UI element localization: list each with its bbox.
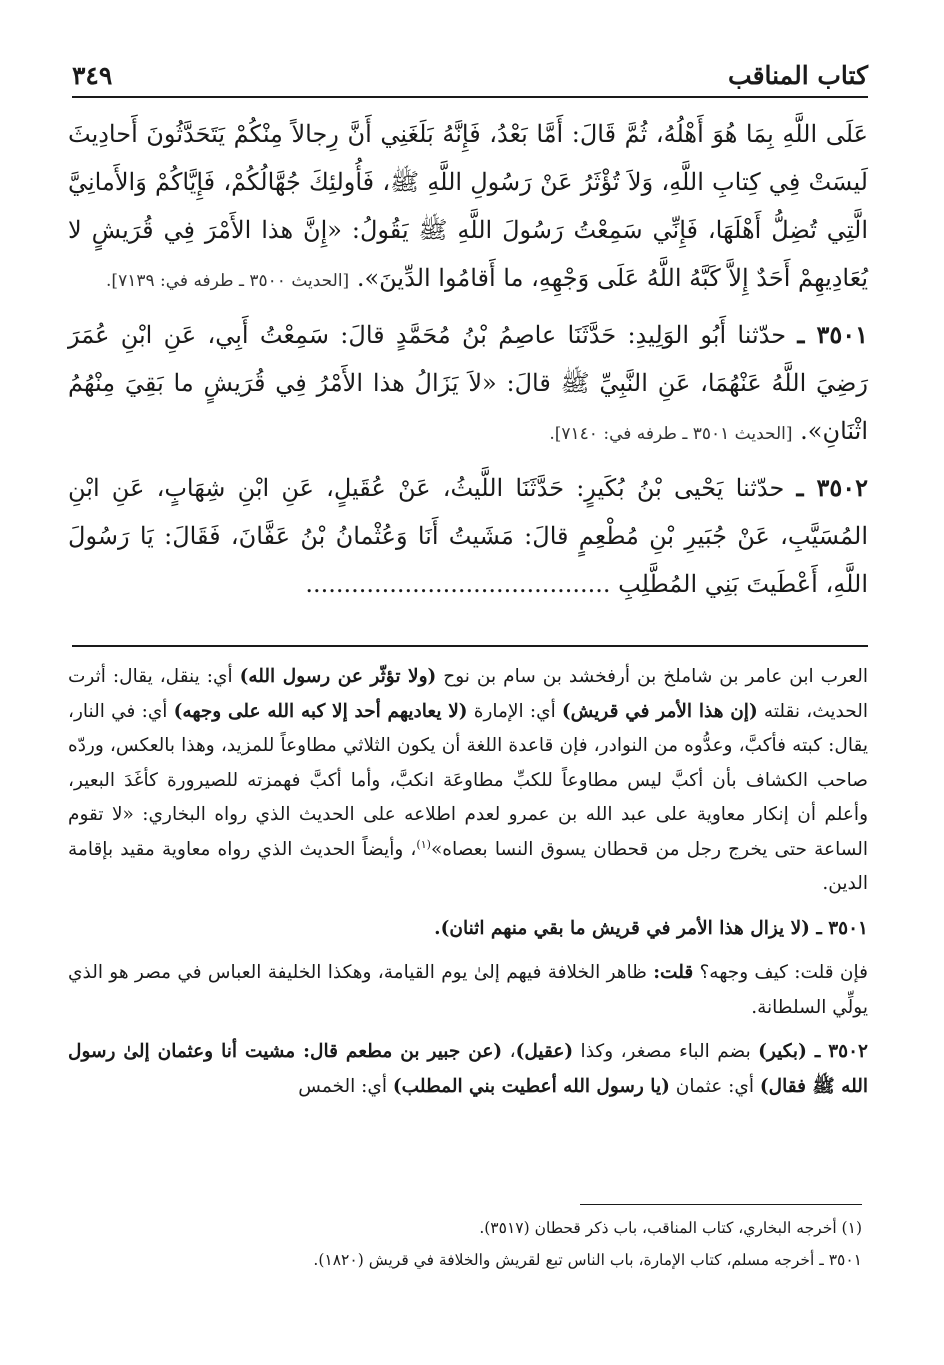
hadith-3500-ref: [الحديث ٣٥٠٠ ـ طرفه في: ٧١٣٩].: [106, 271, 350, 291]
hadith-3501-ref: [الحديث ٣٥٠١ ـ طرفه في: ٧١٤٠].: [549, 424, 793, 444]
footnote-3501: ٣٥٠١ ـ أخرجه مسلم، كتاب الإمارة، باب الناس تبع لقريش والخلافة في قريش (١٨٢٠).: [313, 1251, 862, 1269]
hadith-3501-number: ٣٥٠١ ـ: [797, 320, 868, 349]
hadith-3501: [68, 311, 868, 458]
commentary-quote: قلت:: [653, 962, 694, 983]
commentary-text: بضم الباء مصغر، وكذا: [573, 1041, 759, 1062]
commentary-quote: (لا يزال هذا الأمر في قريش ما بقي منهم اثنان).: [434, 917, 810, 939]
footnote-marker: (١): [416, 837, 431, 851]
commentary-quote: (بكير): [758, 1041, 807, 1062]
commentary-para-3502: [68, 1035, 868, 1104]
commentary-text: ، وأيضاً الحديث الذي رواه معاوية مقيد بإقامة الدين.: [68, 838, 868, 894]
commentary-para-1: [68, 660, 868, 902]
commentary-text: ،: [502, 1041, 516, 1062]
commentary-text: ظاهر الخلافة فيهم إلىٰ يوم القيامة، وهكذا الخليفة العباس في مصر هو الذي يولِّي السلطانة.: [68, 962, 868, 1018]
commentary-text: أي: في النار، يقال: كبته فأكبَّ، وعدُّوه من النوادر، فإن قاعدة اللغة أن يكون الثلاثي مطاوعاً للمزيد، وهذا بالعكس، وردّه صاحب الكشاف بأن أكبَّ ليس مطاوعاً للكبِّ مطاوعَة انكبَّ، وأما أكبَّ فهمزته للصيرورة كأغَدَ البعير، وأعلم أن إنكار معاوية على عبد الله بن عمرو لعدم اطلاعه على الحديث الذي رواه البخاري: «لا تقوم الساعة حتى يخرج رجل من قحطان يسوق النسا بعصاه»: [68, 700, 869, 860]
hadith-3502-body: حدّثنا يَحْيى بْنُ بُكَيرٍ: حَدَّثَنَا اللَّيثُ، عَنْ عُقَيلٍ، عَنِ ابْنِ شِهَابٍ، عَنِ ابْنِ المُسَيَّبِ، عَنْ جُبَيرِ بْنِ مُطْعِمٍ قالَ: مَشَيتُ أَنَا وَعُثْمانُ بْنُ عَفَّانَ، فَقَالَ: يَا رَسُولَ اللَّهِ، أَعْطَيتَ بَنِي المُطَّلِبِ ........................................: [68, 474, 868, 598]
footnotes: [72, 1212, 862, 1276]
hadith-3502-number: ٣٥٠٢ ـ: [796, 473, 869, 502]
commentary: [68, 660, 868, 1104]
hadith-3500-continuation: [68, 110, 868, 305]
commentary-quote: (إن هذا الأمر في قريش): [561, 700, 758, 722]
commentary-text: أي: ينقل، يقال: أثرت الحديث، نقلته: [68, 666, 868, 722]
commentary-text: أي: عثمان: [669, 1075, 760, 1097]
hadith-3501-body: حدّثنا أَبُو الوَلِيدِ: حَدَّثَنَا عاصِمُ بْنُ مُحَمَّدٍ قالَ: سَمِعْتُ أَبِي، عَنِ ابْنِ عُمَرَ رَضِيَ اللَّهُ عَنْهُمَا، عَنِ النَّبِيِّ ﷺ قالَ: «لاَ يَزَالُ هذا الأَمْرُ فِي قُرَيشٍ ما بَقِيَ مِنْهُمُ اثْنَانِ».: [68, 321, 869, 445]
hadith-3502: [68, 464, 868, 608]
page-header: [72, 56, 868, 98]
commentary-text: فإن قلت: كيف وجهه؟: [693, 962, 869, 983]
commentary-quote: (يا رسول الله أعطيت بني المطلب): [392, 1075, 670, 1097]
footnote-divider: [580, 1204, 862, 1205]
hadith-3500-body: عَلَى اللَّهِ بِمَا هُوَ أَهْلُهُ، ثُمَّ قَالَ: أَمَّا بَعْدُ، فَإِنَّهُ بَلَغَنِي أَنَّ رِجالاً مِنْكُمْ يَتَحَدَّثُونَ أَحادِيثَ لَيسَتْ فِي كِتابِ اللَّهِ، وَلاَ تُؤْثَرُ عَنْ رَسُولِ اللَّهِ ﷺ، فَأُولئِكَ جُهَّالُكُمْ، فَإِيَّاكُمْ وَالأَمانِيَّ الَّتِي تُضِلُّ أَهْلَهَا، فَإِنِّي سَمِعْتُ رَسُولَ اللَّهِ ﷺ يَقُولُ: «إِنَّ هذا الأَمْرَ فِي قُرَيشٍ لا يُعَادِيهِمْ أَحَدٌ إِلاَّ كَبَّهُ اللَّهُ عَلَى وَجْهِهِ، ما أَقامُوا الدِّينَ».: [68, 120, 868, 292]
commentary-para-question: [68, 956, 868, 1025]
commentary-para-3501: [68, 912, 868, 947]
commentary-text: أي: الخمس: [298, 1075, 393, 1097]
commentary-quote: (ولا تؤثّر عن رسول الله): [239, 666, 437, 687]
footnote-1: (١) أخرجه البخاري، كتاب المناقب، باب ذكر قحطان (٣٥١٧).: [479, 1219, 862, 1237]
commentary-quote: (عقيل): [515, 1041, 574, 1062]
commentary-text: أي: الإمارة: [467, 700, 562, 722]
commentary-number: ٣٥٠١ ـ: [809, 917, 868, 939]
hadith-text: [68, 110, 868, 608]
commentary-divider: [72, 645, 868, 647]
commentary-quote: (لا يعاديهم أحد إلا كبه الله على وجهه): [173, 700, 468, 722]
commentary-text: العرب ابن عامر بن شاملخ بن أرفخشد بن سام بن نوح: [436, 666, 868, 687]
book-title: كتاب المناقب: [728, 61, 868, 90]
commentary-number: ٣٥٠٢ ـ: [806, 1041, 868, 1062]
commentary-quote: (عن جبير بن مطعم قال: مشيت أنا وعثمان إلىٰ رسول الله ﷺ فقال): [68, 1041, 868, 1097]
page-number: ٣٤٩: [72, 61, 113, 90]
